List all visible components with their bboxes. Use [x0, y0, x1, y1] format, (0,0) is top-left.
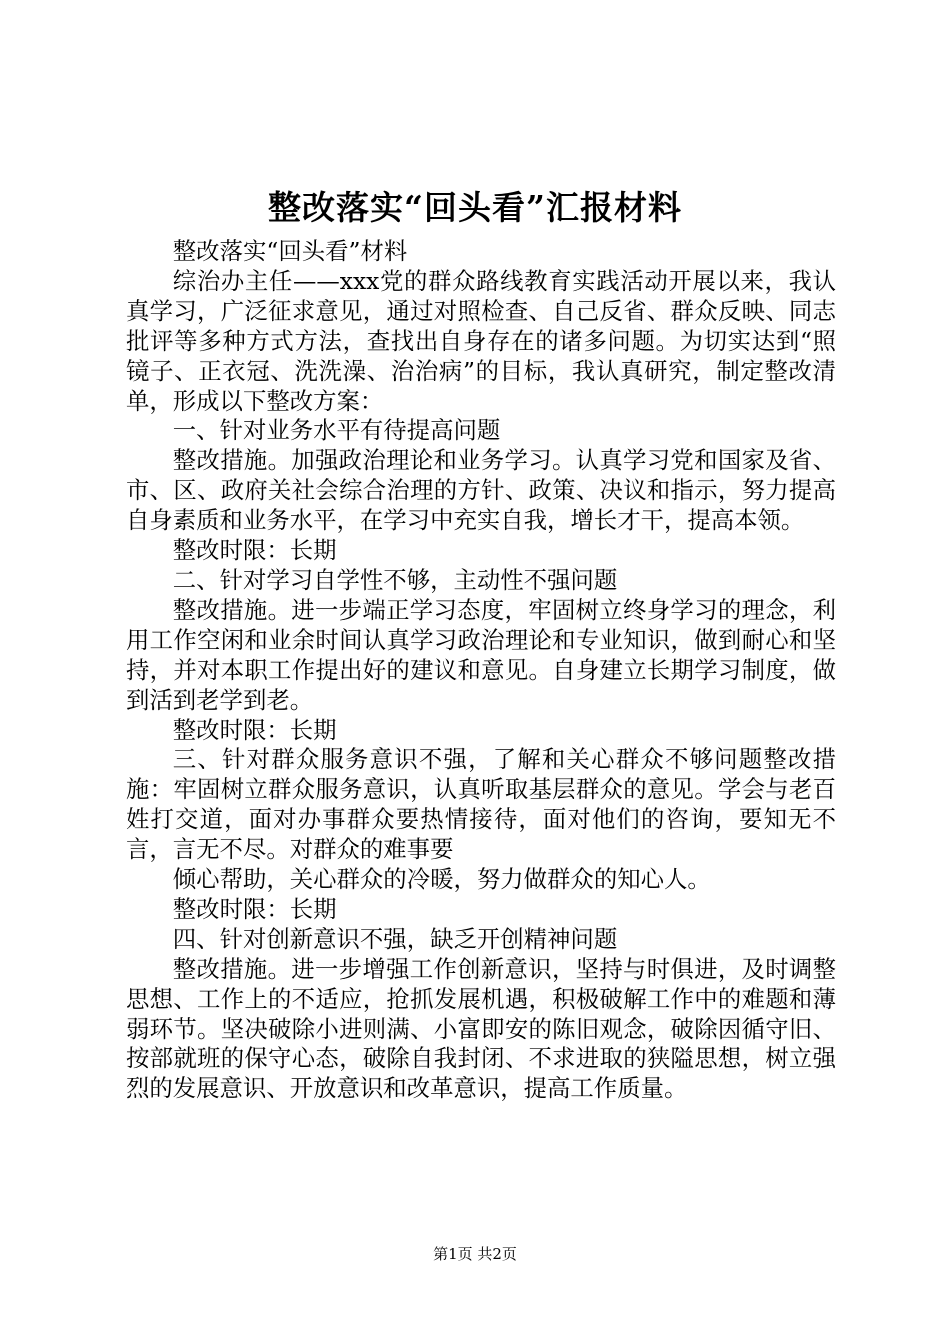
paragraph-subtitle: 整改落实“回头看”材料: [172, 237, 408, 265]
section-heading-1: 一、针对业务水平有待提高问题: [172, 416, 501, 445]
paragraph-measures-1: 整改措施。加强政治理论和业务学习。认真学习党和国家及省、市、区、政府关社会综合治理的方针、政策、决议和指示，努力提高自身素质和业务水平，在学习中充实自我，增长才干，提高本领。: [126, 446, 836, 535]
paragraph-intro: 综治办主任——xxx党的群众路线教育实践活动开展以来，我认真学习，广泛征求意见，通过对照检查、自己反省、群众反映、同志批评等多种方式方法，查找出自身存在的诸多问题。为切实达到“照镜子、正衣冠、洗洗澡、治治病”的目标，我认真研究，制定整改清单，形成以下整改方案：: [126, 266, 836, 415]
section-heading-4: 四、针对创新意识不强，缺乏开创精神问题: [172, 924, 618, 953]
paragraph-measures-4: 整改措施。进一步增强工作创新意识，坚持与时俱进，及时调整思想、工作上的不适应，抢抓发展机遇，积极破解工作中的难题和薄弱环节。坚决破除小进则满、小富即安的陈旧观念，破除因循守旧、按部就班的保守心态，破除自我封闭、不求进取的狭隘思想，树立强烈的发展意识、开放意识和改革意识，提高工作质量。: [126, 954, 836, 1103]
paragraph-section-3-continued: 倾心帮助，关心群众的冷暖，努力做群众的知心人。: [172, 865, 711, 894]
paragraph-section-3: 三、针对群众服务意识不强，了解和关心群众不够问题整改措施：牢固树立群众服务意识，认真听取基层群众的意见。学会与老百姓打交道，面对办事群众要热情接待，面对他们的咨询，要知无不言，言无不尽。对群众的难事要: [126, 745, 836, 864]
paragraph-deadline-3: 整改时限：长期: [172, 894, 337, 923]
paragraph-deadline-1: 整改时限：长期: [172, 536, 337, 565]
section-heading-2: 二、针对学习自学性不够，主动性不强问题: [172, 565, 618, 594]
paragraph-deadline-2: 整改时限：长期: [172, 715, 337, 744]
document-title: 整改落实“回头看”汇报材料: [268, 188, 682, 227]
page-number-footer: 第1页 共2页: [433, 1245, 517, 1263]
document-body: [126, 237, 836, 1104]
paragraph-measures-2: 整改措施。进一步端正学习态度，牢固树立终身学习的理念，利用工作空闲和业余时间认真学习政治理论和专业知识，做到耐心和坚持，并对本职工作提出好的建议和意见。自身建立长期学习制度，做到活到老学到老。: [126, 595, 836, 714]
